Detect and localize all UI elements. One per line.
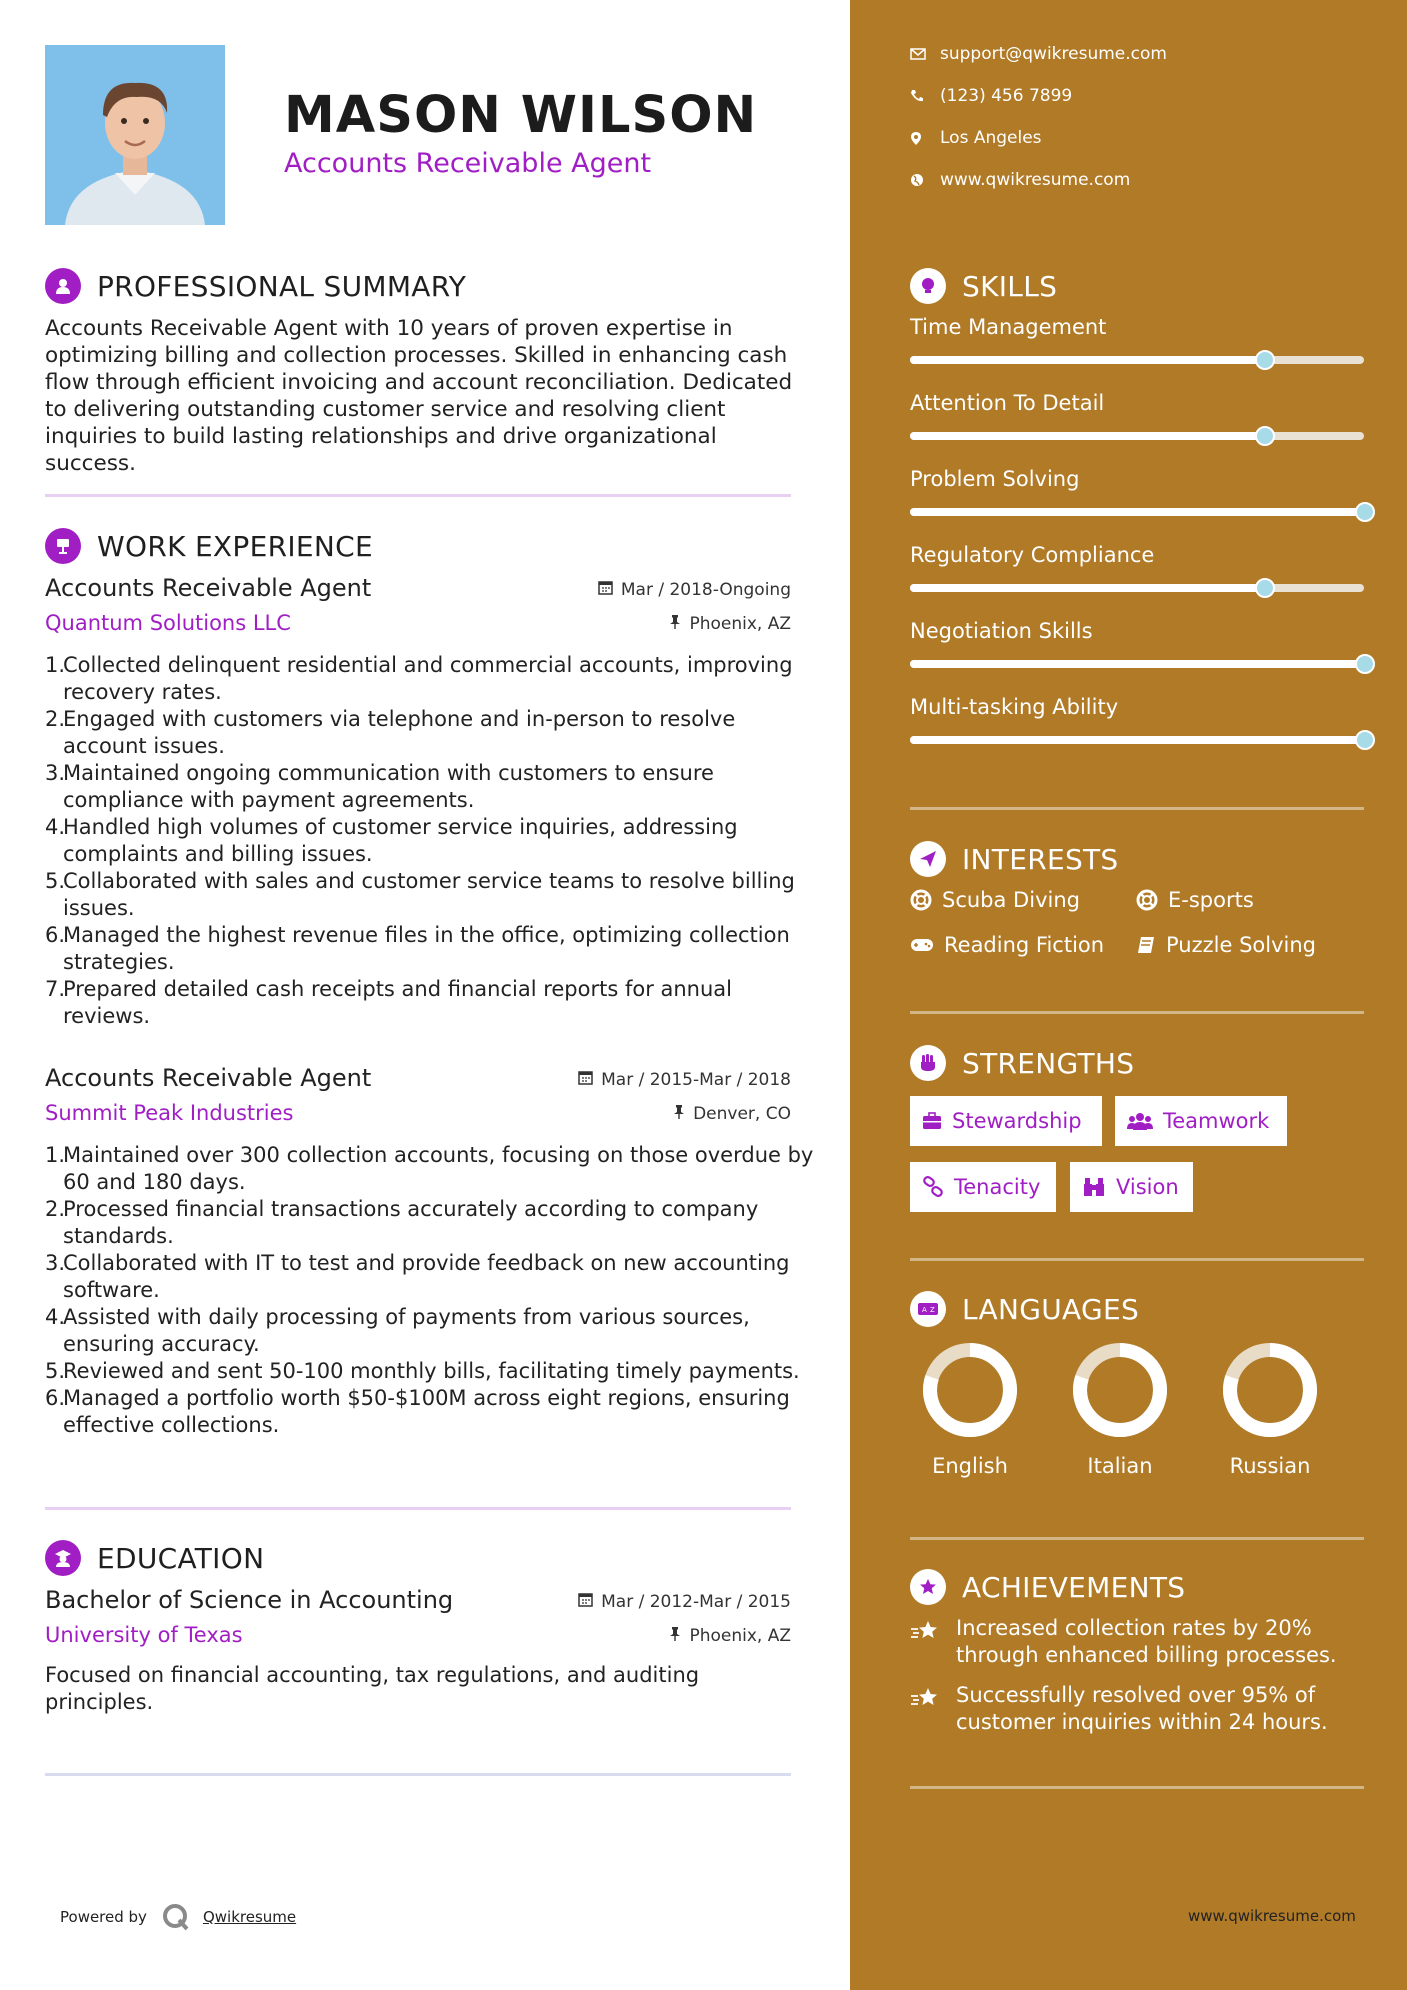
language-item bbox=[1210, 1340, 1330, 1478]
skill-name: Time Management bbox=[910, 315, 1107, 339]
languages-heading bbox=[910, 1291, 1139, 1327]
divider bbox=[45, 494, 791, 497]
strength-label: Teamwork bbox=[1163, 1109, 1270, 1133]
interest-label: Puzzle Solving bbox=[1166, 933, 1316, 957]
job-date bbox=[598, 580, 791, 600]
svg-text:A: A bbox=[922, 1306, 927, 1314]
briefcase-icon bbox=[922, 1112, 942, 1130]
section-title: INTERESTS bbox=[962, 842, 1119, 876]
fist-icon bbox=[910, 1045, 946, 1081]
experience-heading bbox=[45, 528, 373, 564]
job-company: Quantum Solutions LLC bbox=[45, 611, 291, 635]
binoculars-icon bbox=[1082, 1177, 1106, 1197]
job-location bbox=[673, 1104, 791, 1124]
degree-title: Bachelor of Science in Accounting bbox=[45, 1586, 454, 1614]
strength-label: Tenacity bbox=[954, 1175, 1041, 1199]
job-date-text: Mar / 2018-Ongoing bbox=[620, 580, 791, 600]
interest-item bbox=[1136, 888, 1254, 912]
calendar-icon bbox=[578, 1592, 593, 1612]
education-location-text: Phoenix, AZ bbox=[689, 1626, 791, 1646]
contact-email[interactable] bbox=[910, 44, 1167, 64]
graduate-icon bbox=[45, 1540, 81, 1576]
powered-by bbox=[60, 1902, 296, 1932]
interest-label: Scuba Diving bbox=[942, 888, 1080, 912]
candidate-name: MASON WILSON bbox=[284, 86, 758, 145]
skill-item bbox=[910, 467, 1366, 491]
skill-bar-fill bbox=[910, 584, 1264, 592]
pin-icon bbox=[669, 1626, 681, 1646]
section-title: STRENGTHS bbox=[962, 1046, 1135, 1080]
achievement-item bbox=[910, 1682, 1360, 1736]
calendar-icon bbox=[578, 1070, 593, 1090]
list-item: 1. Maintained over 300 collection accounts, focusing on those overdue by 60 and 180 days. bbox=[45, 1143, 814, 1194]
divider bbox=[910, 1011, 1364, 1014]
language-donut bbox=[1220, 1340, 1320, 1440]
section-title: EDUCATION bbox=[97, 1541, 265, 1575]
achievement-item bbox=[910, 1615, 1360, 1669]
achievements-heading bbox=[910, 1569, 1185, 1605]
strength-label: Vision bbox=[1116, 1175, 1179, 1199]
achievement-text: Successfully resolved over 95% of customer inquiries within 24 hours. bbox=[956, 1683, 1328, 1734]
skill-bar bbox=[910, 508, 1364, 516]
education-location bbox=[669, 1626, 791, 1646]
paper-plane-icon bbox=[910, 841, 946, 877]
language-name: Italian bbox=[1087, 1454, 1153, 1478]
contact-location bbox=[910, 128, 1042, 148]
divider bbox=[45, 1507, 791, 1510]
school-name: University of Texas bbox=[45, 1623, 243, 1647]
skill-name: Multi-tasking Ability bbox=[910, 695, 1119, 719]
language-name: Russian bbox=[1229, 1454, 1311, 1478]
location-text: Los Angeles bbox=[940, 128, 1042, 148]
job-title: Accounts Receivable Agent bbox=[45, 574, 372, 602]
phone-text: (123) 456 7899 bbox=[940, 86, 1073, 106]
divider bbox=[45, 1773, 791, 1776]
section-title: LANGUAGES bbox=[962, 1292, 1140, 1326]
summary-heading bbox=[45, 268, 466, 304]
book-icon bbox=[1136, 935, 1156, 955]
globe-icon bbox=[910, 173, 940, 187]
link-icon bbox=[922, 1176, 944, 1198]
skill-bar-fill bbox=[910, 432, 1264, 440]
skill-bar bbox=[910, 432, 1364, 440]
list-item: 5. Reviewed and sent 50-100 monthly bills, facilitating timely payments. bbox=[45, 1359, 800, 1383]
job-entry bbox=[45, 574, 795, 1034]
list-item: 6. Managed a portfolio worth $50-$100M across eight regions, ensuring effective collections. bbox=[45, 1386, 790, 1437]
lifebuoy-icon bbox=[1136, 889, 1158, 911]
profile-photo bbox=[45, 45, 225, 225]
contact-website[interactable] bbox=[910, 170, 1130, 190]
job-bullets bbox=[45, 652, 823, 1030]
contact-phone[interactable] bbox=[910, 86, 1072, 106]
language-name: English bbox=[932, 1454, 1008, 1478]
skill-bar bbox=[910, 660, 1364, 668]
list-item: 4. Assisted with daily processing of payments from various sources, ensuring accuracy. bbox=[45, 1305, 750, 1356]
podium-icon bbox=[45, 528, 81, 564]
divider bbox=[910, 1786, 1364, 1789]
lifebuoy-icon bbox=[910, 889, 932, 911]
job-title: Accounts Receivable Agent bbox=[45, 1064, 372, 1092]
job-bullets bbox=[45, 1142, 823, 1439]
section-title: SKILLS bbox=[962, 269, 1058, 303]
skill-item bbox=[910, 695, 1366, 719]
skill-name: Attention To Detail bbox=[910, 391, 1105, 415]
strength-chip bbox=[910, 1162, 1056, 1212]
strength-chip bbox=[910, 1096, 1102, 1146]
skills-heading bbox=[910, 268, 1057, 304]
list-item: 6. Managed the highest revenue files in the office, optimizing collection strategies. bbox=[45, 923, 790, 974]
skill-item bbox=[910, 315, 1366, 339]
interest-item bbox=[1136, 933, 1316, 957]
list-item: 4. Handled high volumes of customer service inquiries, addressing complaints and billing issues. bbox=[45, 815, 738, 866]
section-title: PROFESSIONAL SUMMARY bbox=[97, 269, 467, 303]
star-badge-icon bbox=[910, 1569, 946, 1605]
language-item bbox=[910, 1340, 1030, 1478]
list-item: 7. Prepared detailed cash receipts and financial reports for annual reviews. bbox=[45, 977, 733, 1028]
divider bbox=[910, 1258, 1364, 1261]
list-item: 1. Collected delinquent residential and commercial accounts, improving recovery rates. bbox=[45, 653, 793, 704]
qwikresume-logo-icon bbox=[161, 1902, 191, 1932]
skill-level-knob bbox=[1255, 350, 1275, 370]
job-location-text: Denver, CO bbox=[693, 1104, 791, 1124]
skill-item bbox=[910, 619, 1366, 643]
divider bbox=[910, 807, 1364, 810]
skill-bar bbox=[910, 356, 1364, 364]
envelope-icon bbox=[910, 48, 940, 60]
strength-chip bbox=[1115, 1096, 1287, 1146]
star-icon bbox=[910, 1615, 956, 1669]
users-icon bbox=[1127, 1112, 1153, 1130]
job-date-text: Mar / 2015-Mar / 2018 bbox=[601, 1070, 791, 1090]
user-icon bbox=[45, 268, 81, 304]
skill-item bbox=[910, 391, 1366, 415]
achievement-text: Increased collection rates by 20% through enhanced billing processes. bbox=[956, 1616, 1337, 1667]
summary-text: Accounts Receivable Agent with 10 years of proven expertise in optimizing billing and collection processes. Skilled in enhancing cash flow through efficient invoicing and account reconciliation. Dedicated to delivering outstanding customer service and resolving client inquiries to build lasting relationships and drive organizational success. bbox=[45, 316, 793, 476]
candidate-role: Accounts Receivable Agent bbox=[284, 148, 652, 179]
map-pin-icon bbox=[910, 131, 940, 146]
job-company: Summit Peak Industries bbox=[45, 1101, 294, 1125]
svg-text:Z: Z bbox=[930, 1306, 935, 1314]
sidebar bbox=[850, 0, 1407, 1990]
skill-bar-fill bbox=[910, 356, 1264, 364]
language-donut bbox=[920, 1340, 1020, 1440]
education-date bbox=[578, 1592, 791, 1612]
section-title: WORK EXPERIENCE bbox=[97, 529, 373, 563]
skill-bar-fill bbox=[910, 660, 1364, 668]
skill-name: Regulatory Compliance bbox=[910, 543, 1155, 567]
list-item: 3. Collaborated with IT to test and provide feedback on new accounting software. bbox=[45, 1251, 790, 1302]
gamepad-icon bbox=[910, 937, 934, 953]
powered-by-label: Powered by bbox=[60, 1908, 147, 1926]
list-item: 2. Engaged with customers via telephone and in-person to resolve account issues. bbox=[45, 707, 736, 758]
website-text: www.qwikresume.com bbox=[940, 170, 1131, 190]
skill-level-knob bbox=[1355, 730, 1375, 750]
interest-item bbox=[910, 888, 1080, 912]
skill-level-knob bbox=[1355, 502, 1375, 522]
strength-label: Stewardship bbox=[952, 1109, 1082, 1133]
pin-icon bbox=[673, 1104, 685, 1124]
job-entry bbox=[45, 1064, 814, 1464]
skill-name: Negotiation Skills bbox=[910, 619, 1093, 643]
calendar-icon bbox=[598, 580, 613, 600]
skill-name: Problem Solving bbox=[910, 467, 1080, 491]
language-donut bbox=[1070, 1340, 1170, 1440]
translate-icon bbox=[910, 1291, 946, 1327]
education-date-text: Mar / 2012-Mar / 2015 bbox=[601, 1592, 791, 1612]
skill-bar bbox=[910, 584, 1364, 592]
pin-icon bbox=[669, 614, 681, 634]
list-item: 5. Collaborated with sales and customer service teams to resolve billing issues. bbox=[45, 869, 795, 920]
email-text: support@qwikresume.com bbox=[940, 44, 1167, 64]
list-item: 3. Maintained ongoing communication with customers to ensure compliance with payment agreements. bbox=[45, 761, 714, 812]
skill-bar-fill bbox=[910, 508, 1364, 516]
interest-label: E-sports bbox=[1168, 888, 1254, 912]
interest-label: Reading Fiction bbox=[944, 933, 1105, 957]
divider bbox=[910, 1537, 1364, 1540]
interests-heading bbox=[910, 841, 1119, 877]
footer-website[interactable]: www.qwikresume.com bbox=[1188, 1907, 1356, 1925]
education-heading bbox=[45, 1540, 264, 1576]
lightbulb-icon bbox=[910, 268, 946, 304]
job-location bbox=[669, 614, 791, 634]
phone-icon bbox=[910, 89, 940, 103]
star-icon bbox=[910, 1682, 956, 1736]
interest-item bbox=[910, 933, 1104, 957]
qwikresume-link[interactable]: Qwikresume bbox=[202, 1908, 297, 1926]
skill-bar-fill bbox=[910, 736, 1364, 744]
language-item bbox=[1060, 1340, 1180, 1478]
job-date bbox=[578, 1070, 791, 1090]
list-item: 2. Processed financial transactions accurately according to company standards. bbox=[45, 1197, 759, 1248]
job-location-text: Phoenix, AZ bbox=[689, 614, 791, 634]
skill-level-knob bbox=[1255, 426, 1275, 446]
skill-bar bbox=[910, 736, 1364, 744]
strength-chip bbox=[1070, 1162, 1193, 1212]
skill-item bbox=[910, 543, 1366, 567]
education-text: Focused on financial accounting, tax regulations, and auditing principles. bbox=[45, 1663, 700, 1714]
section-title: ACHIEVEMENTS bbox=[962, 1570, 1186, 1604]
strengths-heading bbox=[910, 1045, 1134, 1081]
skill-level-knob bbox=[1355, 654, 1375, 674]
education-entry bbox=[45, 1586, 791, 1716]
skill-level-knob bbox=[1255, 578, 1275, 598]
